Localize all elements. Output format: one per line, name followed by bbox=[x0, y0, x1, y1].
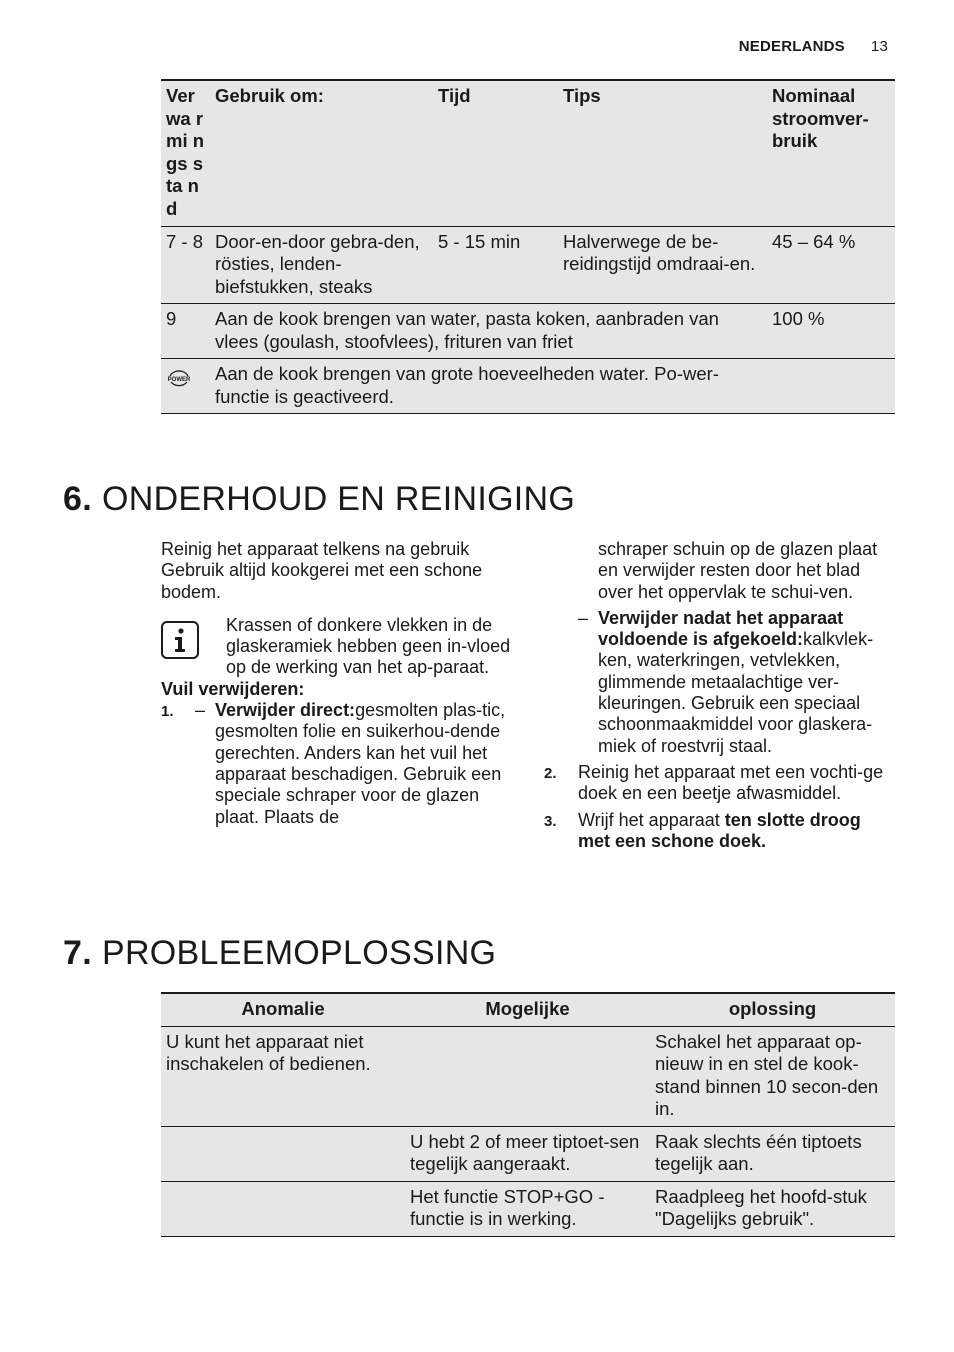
table-cell: Het functie STOP+GO -functie is in werking. bbox=[405, 1181, 650, 1236]
table-cell: U hebt 2 of meer tiptoet-sen tegelijk aangeraakt. bbox=[405, 1126, 650, 1181]
language-label: NEDERLANDS bbox=[738, 38, 845, 55]
subheading-remove-dirt: Vuil verwijderen: bbox=[161, 678, 305, 699]
svg-text:POWER: POWER bbox=[167, 377, 191, 383]
page-number: 13 bbox=[870, 38, 888, 55]
table-cell: 9 bbox=[161, 304, 210, 359]
step-number: 3. bbox=[544, 812, 557, 830]
list-item-step-2 bbox=[544, 762, 896, 805]
table-row bbox=[161, 1181, 895, 1236]
list-item-step-3 bbox=[544, 810, 896, 853]
table-cell bbox=[161, 1126, 405, 1181]
dash-bullet: – bbox=[195, 700, 206, 721]
step-3-text: Wrijf het apparaat ten slotte droog met een schone doek. bbox=[578, 809, 861, 851]
step-number: 2. bbox=[544, 764, 557, 782]
table-cell bbox=[161, 1181, 405, 1236]
col-header-solution: oplossing bbox=[650, 993, 895, 1026]
info-note-text: Krassen of donkere vlekken in de glaskeramiek hebben geen in-vloed op de werking van het ap-paraat. bbox=[226, 614, 511, 678]
step-1a-text: Verwijder direct:gesmolten plas-tic, gesmolten folie en suikerhou-dende gerechten. Anders kan het vuil het apparaat beschadigen. Gebruik een speciale schraper voor de glazen plaat. Plaats de bbox=[215, 700, 506, 827]
step-1a-continued: schraper schuin op de glazen plaat en verwijder resten door het blad over het oppervlak te schui-ven. bbox=[598, 539, 878, 602]
col-header-anomaly: Anomalie bbox=[161, 993, 405, 1026]
table-cell bbox=[161, 359, 210, 414]
table-cell: Aan de kook brengen van grote hoeveelheden water. Po-wer-functie is geactiveerd. bbox=[210, 359, 895, 414]
table-row bbox=[161, 1026, 895, 1126]
step-2-text: Reinig het apparaat met een vochti-ge doek en een beetje afwasmiddel. bbox=[578, 761, 884, 804]
table-row bbox=[161, 1126, 895, 1181]
col-header-power: Nominaal stroomver-bruik bbox=[772, 85, 869, 151]
table-cell: U kunt het apparaat niet inschakelen of bedienen. bbox=[161, 1026, 405, 1126]
section-heading-maintenance: 6. ONDERHOUD EN REINIGING bbox=[63, 480, 576, 518]
table-cell: Raak slechts één tiptoets tegelijk aan. bbox=[650, 1126, 895, 1181]
info-icon bbox=[161, 621, 199, 659]
table-cell: Raadpleeg het hoofd-stuk "Dagelijks gebruik". bbox=[650, 1181, 895, 1236]
col-header-tips: Tips bbox=[563, 85, 601, 106]
table-cell: 45 – 64 % bbox=[767, 226, 895, 304]
table-row bbox=[161, 226, 895, 304]
page-header bbox=[739, 38, 888, 55]
info-note bbox=[161, 615, 521, 679]
troubleshooting-table bbox=[161, 992, 895, 1237]
col-header-usage: Gebruik om: bbox=[215, 85, 324, 106]
table-header-row bbox=[161, 80, 895, 226]
list-item-step-1 bbox=[161, 700, 521, 828]
table-cell bbox=[405, 1026, 650, 1126]
step-1b-text: Verwijder nadat het apparaat voldoende is afgekoeld:kalkvlek-ken, waterkringen, vetvlekken, glimmende metaalachtige ver-kleuringen. Gebruik een speciaal schoonmaakmiddel voor glaskera-miek of roestvrij staal. bbox=[598, 607, 874, 756]
table-cell: Aan de kook brengen van water, pasta koken, aanbraden van vlees (goulash, stoofvlees), frituren van friet bbox=[210, 304, 767, 359]
maintenance-left-column bbox=[161, 539, 521, 828]
table-cell: 5 - 15 min bbox=[433, 226, 558, 304]
power-level-table bbox=[161, 79, 895, 414]
table-row bbox=[161, 304, 895, 359]
step-number: 1. bbox=[161, 703, 174, 721]
list-item-step-1b bbox=[578, 608, 896, 757]
table-header-row bbox=[161, 993, 895, 1026]
power-boost-icon bbox=[166, 365, 192, 391]
table-cell: Schakel het apparaat op-nieuw in en stel de kook-stand binnen 10 secon-den in. bbox=[650, 1026, 895, 1126]
col-header-possible: Mogelijke bbox=[405, 993, 650, 1026]
col-header-time: Tijd bbox=[438, 85, 471, 106]
section-heading-troubleshooting: 7. PROBLEEMOPLOSSING bbox=[63, 934, 497, 972]
table-cell: 100 % bbox=[767, 304, 895, 359]
dash-bullet: – bbox=[578, 607, 589, 628]
col-header-level: Ver wa rmi ngs sta nd bbox=[166, 85, 205, 219]
table-row bbox=[161, 359, 895, 414]
intro-text: Reinig het apparaat telkens na gebruik Gebruik altijd kookgerei met een schone bodem. bbox=[161, 539, 483, 602]
maintenance-right-column bbox=[544, 539, 896, 852]
table-cell: Door-en-door gebra-den, rösties, lenden-biefstukken, steaks bbox=[210, 226, 433, 304]
table-cell: 7 - 8 bbox=[161, 226, 210, 304]
table-cell: Halverwege de be-reidingstijd omdraai-en. bbox=[558, 226, 767, 304]
